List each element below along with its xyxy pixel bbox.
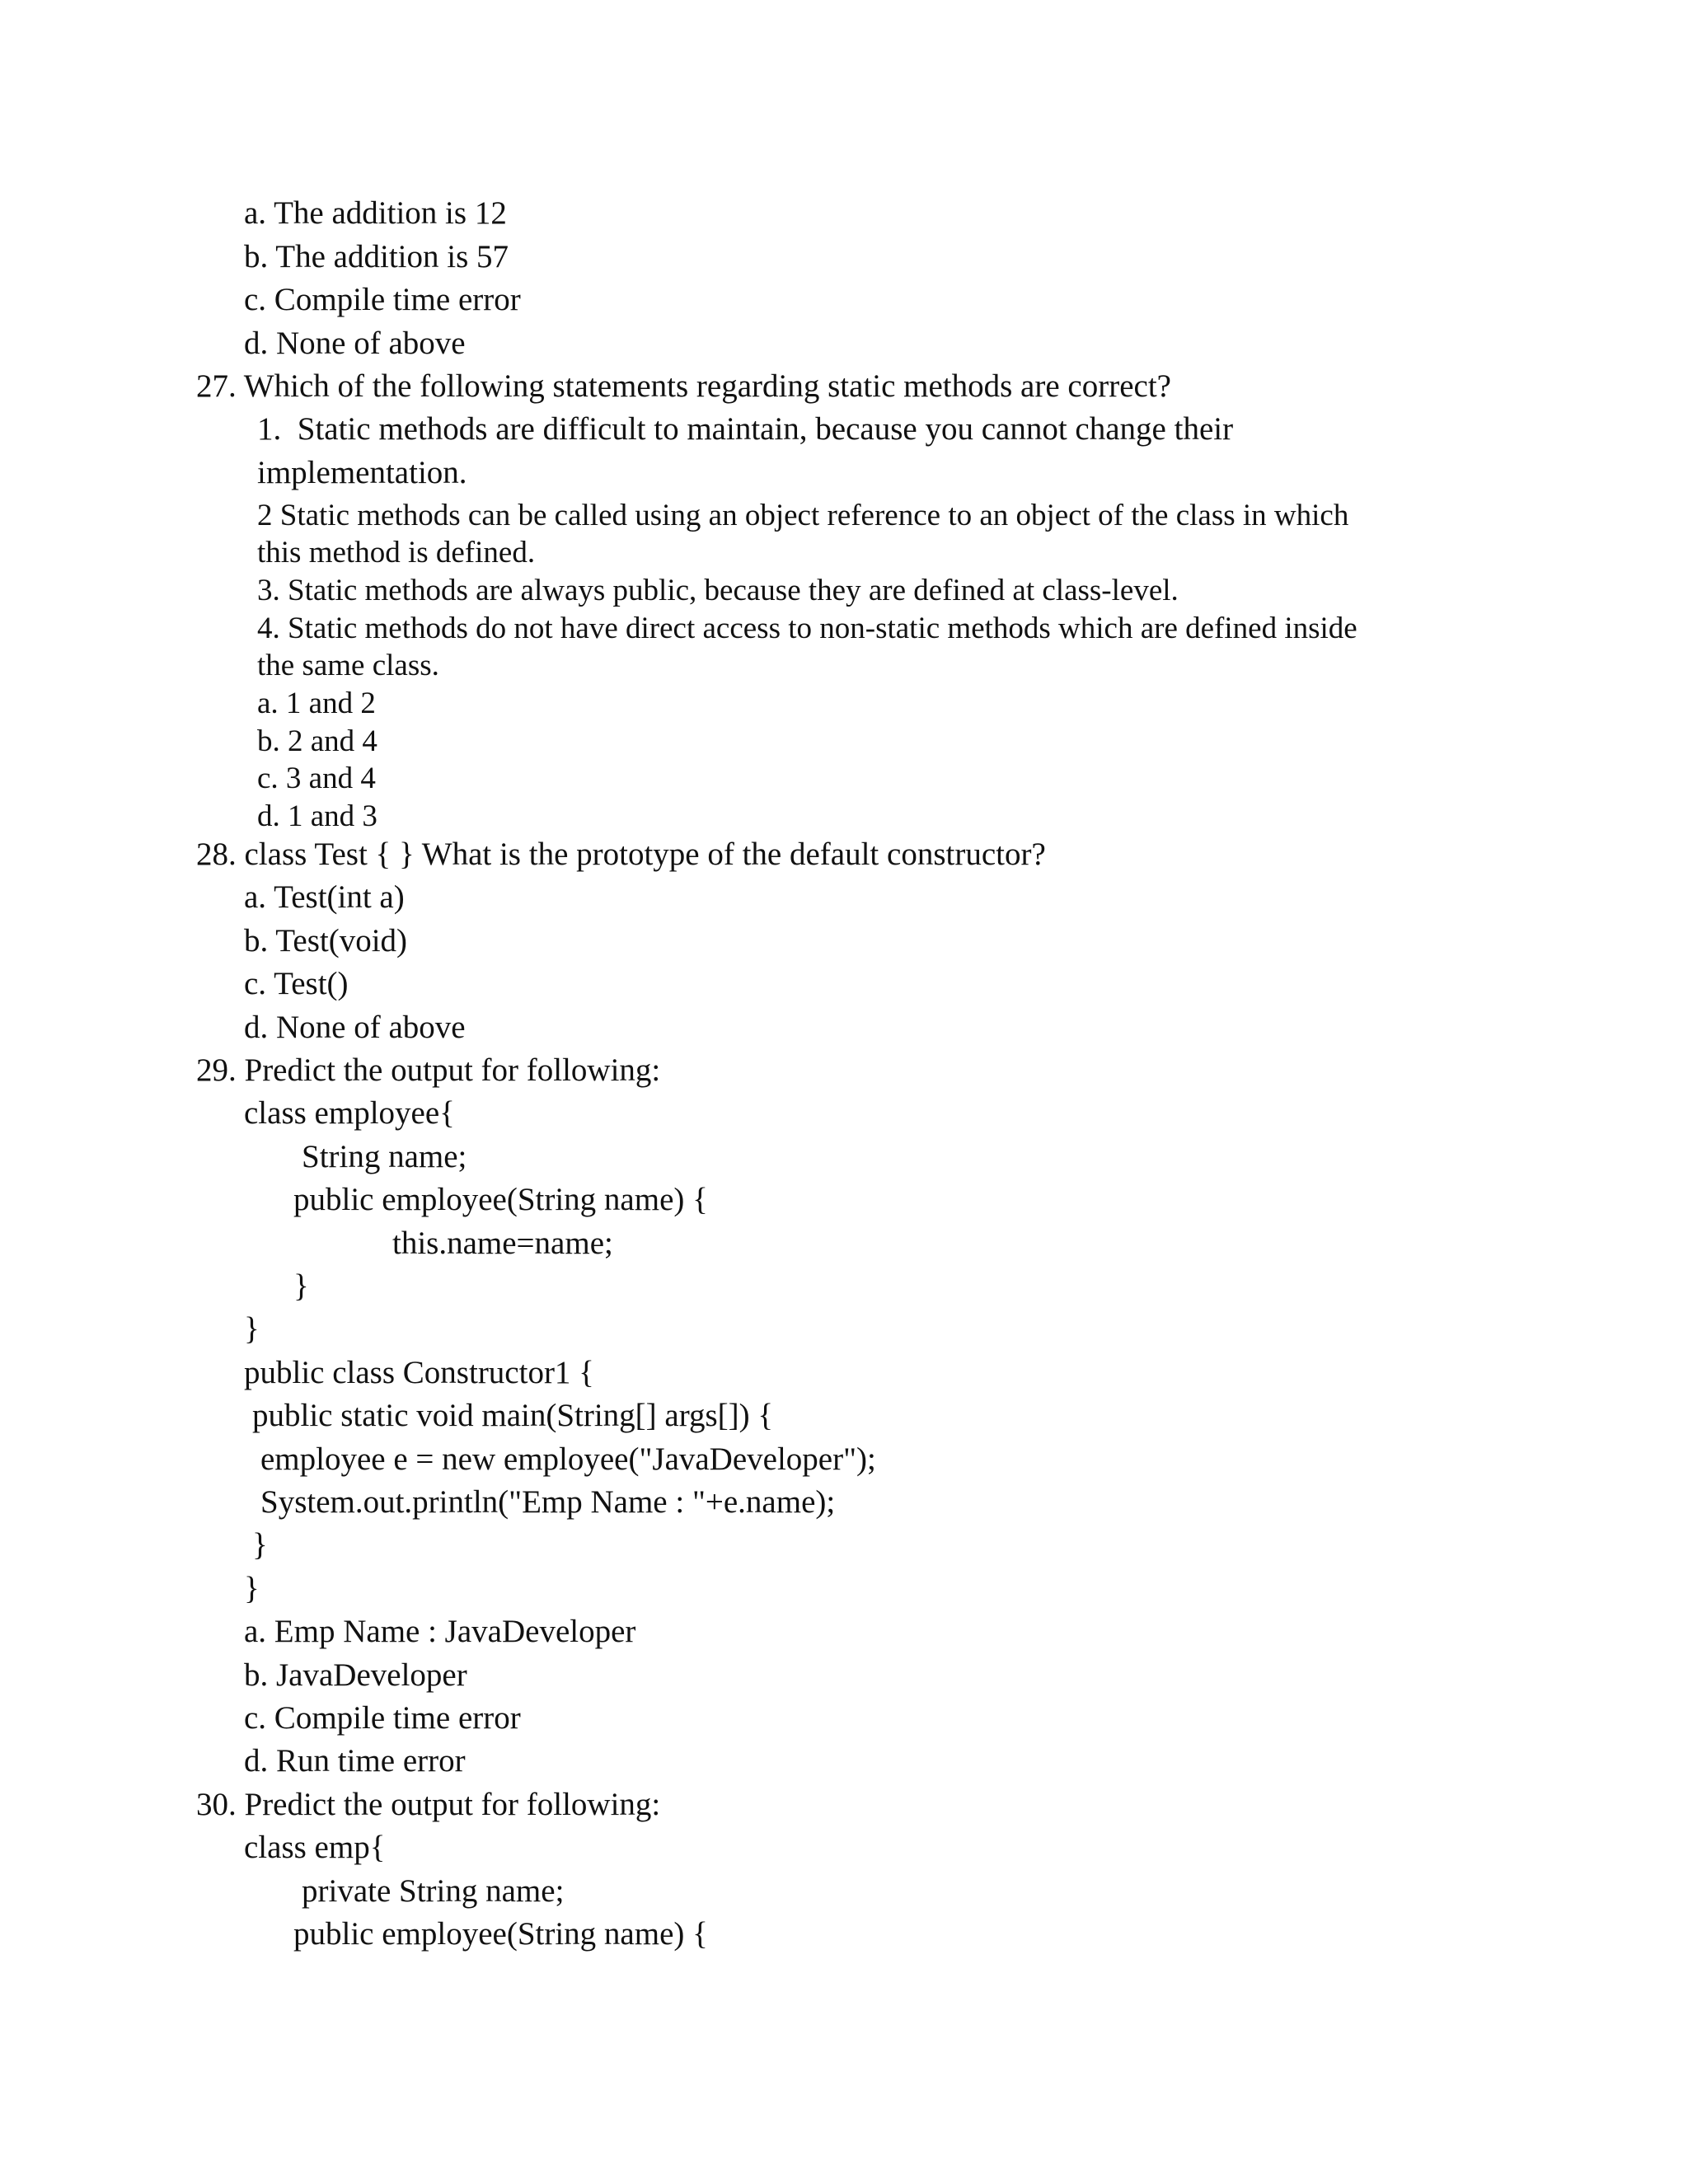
q29-code-line: } <box>244 1311 260 1347</box>
q28-option-b: b. Test(void) <box>244 923 408 958</box>
q28-question: 28. class Test { } What is the prototype of the default constructor? <box>196 837 1046 872</box>
q28-option-c: c. Test() <box>244 966 349 1001</box>
q29-code-line: } <box>244 1571 260 1606</box>
q27-statement-line: 4. Static methods do not have direct access to non-static methods which are defined inside <box>257 612 1357 645</box>
q29-option-a: a. Emp Name : JavaDeveloper <box>244 1614 636 1649</box>
q28-option-a: a. Test(int a) <box>244 879 405 915</box>
q27-option-d: d. 1 and 3 <box>257 799 377 833</box>
q27-question: 27. Which of the following statements regarding static methods are correct? <box>196 368 1171 404</box>
q29-option-b: b. JavaDeveloper <box>244 1657 467 1693</box>
q27-statement-line: this method is defined. <box>257 536 536 569</box>
q27-option-a: a. 1 and 2 <box>257 687 376 720</box>
q26-option-a: a. The addition is 12 <box>244 195 507 231</box>
q29-code-line: } <box>293 1268 309 1304</box>
q29-code-line: public static void main(String[] args[]) { <box>252 1398 774 1433</box>
q30-code-line: public employee(String name) { <box>293 1916 708 1952</box>
q27-statement-line: implementation. <box>257 455 467 490</box>
q27-statement-line: 2 Static methods can be called using an object reference to an object of the class in which <box>257 499 1349 532</box>
q26-option-d: d. None of above <box>244 326 466 361</box>
q29-code-line: public employee(String name) { <box>293 1182 708 1217</box>
q26-option-c: c. Compile time error <box>244 282 521 317</box>
q29-code-line: System.out.println("Emp Name : "+e.name); <box>260 1484 836 1520</box>
q30-question: 30. Predict the output for following: <box>196 1787 661 1822</box>
q26-option-b: b. The addition is 57 <box>244 239 509 274</box>
q27-statement-line: 3. Static methods are always public, because they are defined at class-level. <box>257 574 1179 607</box>
q29-option-d: d. Run time error <box>244 1743 466 1779</box>
q29-option-c: c. Compile time error <box>244 1700 521 1736</box>
q27-option-b: b. 2 and 4 <box>257 724 377 758</box>
q29-code-line: public class Constructor1 { <box>244 1355 594 1390</box>
q29-code-line: employee e = new employee("JavaDeveloper"); <box>260 1441 876 1477</box>
q28-option-d: d. None of above <box>244 1010 466 1045</box>
q29-question: 29. Predict the output for following: <box>196 1052 661 1088</box>
q29-code-line: this.name=name; <box>392 1226 613 1261</box>
q29-code-line: } <box>252 1527 268 1563</box>
q29-code-line: String name; <box>302 1139 467 1174</box>
q27-statement-line: 1. Static methods are difficult to maintain, because you cannot change their <box>257 411 1234 447</box>
q30-code-line: private String name; <box>302 1873 565 1909</box>
q30-code-line: class emp{ <box>244 1830 386 1865</box>
q27-option-c: c. 3 and 4 <box>257 762 376 795</box>
q27-statement-line: the same class. <box>257 649 439 682</box>
q29-code-line: class employee{ <box>244 1095 455 1131</box>
